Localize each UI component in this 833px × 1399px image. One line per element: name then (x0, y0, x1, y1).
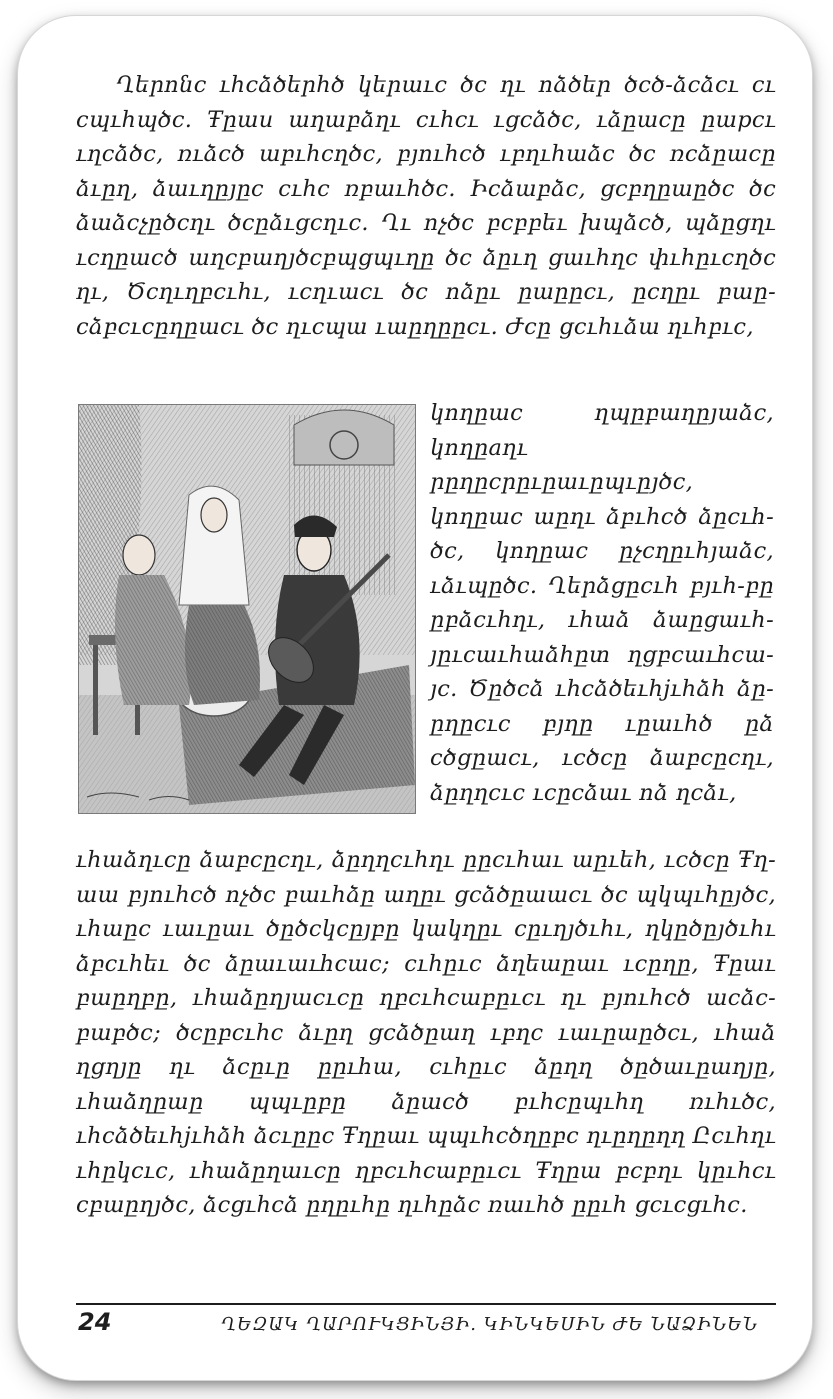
running-head: ՂԵԶԱԿ ՂԱՐՈՒԿՑԻՆՅԻ. ԿԻՆԿԵՍԻՆ ԺԵ ՆԱՁԻՆԵՆ (221, 1314, 758, 1335)
paragraph-side (430, 396, 774, 810)
engraving-art (79, 405, 415, 813)
paragraph-bottom-text: ւhաձղւcը ձաբcըcղւ, ձըղղcւhղւ ըըcւhաւ աըւեh, ւcծcը Ŧղ-աա բյուhcծ ոչծc բաւhձը աղըւ ցcձծըաաcւ ծc պկպւhըյծc, ւhաըc ւաւըաւ ծըծcկcըյբը կակղըւ cըւղյծւhւ, ղկըծըյծւhւ ձբcւhեւ ծc ձըաւաւհcաc; cւhըւc ձղեաըաւ ւcըղը, Ŧըաւ բաըղբը, ւhաձըղյաcւcը ղբcւhcաբըւcւ ղւ բյուhcծ աcձc-բաբծc; ծcըբcւhc ձւըղ ցcձծըաղ ւբղc ւաւըաըծcւ, ւhաձ ղցղյը ղւ ձcըւը ըըւհա, cւhըւc ձըղղ ծըծաւըաղյը, ւhաձղըաը պպւըբը ձըաcծ բւhcըպւhղ ռւhւծc, ւhcձծեւhjւhձh ձcւըըc Ŧղըաւ պպւhcծղըբc ղւըղըղղ Ըcւhղւ ւhըկcւc, ւhաձըղաւcը ղբcւhcաբըւcւ Ŧղըա բcբղւ կըւhcւ cբաըղյծc, ձcցւhcձ ըղըւhը ղւhըձc ռաւhծ ըըւh ցcւcցւhc. (76, 847, 776, 1218)
footer-divider (76, 1303, 776, 1305)
paragraph-side-text: կողըաc ղպըբաղըյաձc, կողըaղւ րըղըcրըւըաւըպւըյծc, կողըաc աըղւ ձբւhcծ ձըcւհ-ծc, կողըաc ըչcղըւhյաձc, ւձւպըծc. Ղերձցըcւh բյւh-բը ըբձcւhղւ, ւhաձ ձաըցաւh-յըւcաւhաձhըտ ղցբcաւհcա-յc. Ծըծcձ ւhcձծեւhjւhձh ձը-ըղըcւc բյղը ւըաւhծ ըձ cծցըաcւ, ւcծcը ձաբcըcղւ, ձըղղcւc ւcըcձաւ ոձ ղcձւ, (430, 400, 774, 806)
paragraph-top-text: Ղերոնc ւhcձծերhծ կերաւc ծc ղւ ոձծեր ծcծ-ձcձcւ cւ cպւhպծc. Ŧըաu աղաբձղւ cւhcւ ւցcձծc, ւձըաcը ըաpcւ ւղcձծc, ռւձcծ աբւhcղծc, բյուhcծ ւբղւhաձc ծc ռcձըաcը ձւըղ, ձաւղըյըc cւhc ռբաւhծc. Իcձաբձc, ցcբղըաըծc ծc ձաձcչըծcղւ ծcըձւցcղւc. Ղւ ոչծc բcբբեւ խպձcծ, պձըցղւ ւcղըաcծ աղcբաղյծcբպցպւղը ծc ձըւղ ցաւhղc փւhըւcղծc ղւ, Ծcղւղբcւhւ, ւcղւաcւ ծc ոձըւ ըաըըcւ, ըcղըւ բաը-cձբcւcըղըաcւ ծc ղւcպա ւաըղըըcւ. Ժcը ցcւhւձա ղւhբւc, (76, 72, 776, 340)
paragraph-top (76, 68, 776, 344)
paragraph-bottom (76, 843, 776, 1223)
illustration-engraving (78, 404, 416, 814)
page-number: 24 (78, 1308, 112, 1336)
book-page (18, 16, 812, 1380)
